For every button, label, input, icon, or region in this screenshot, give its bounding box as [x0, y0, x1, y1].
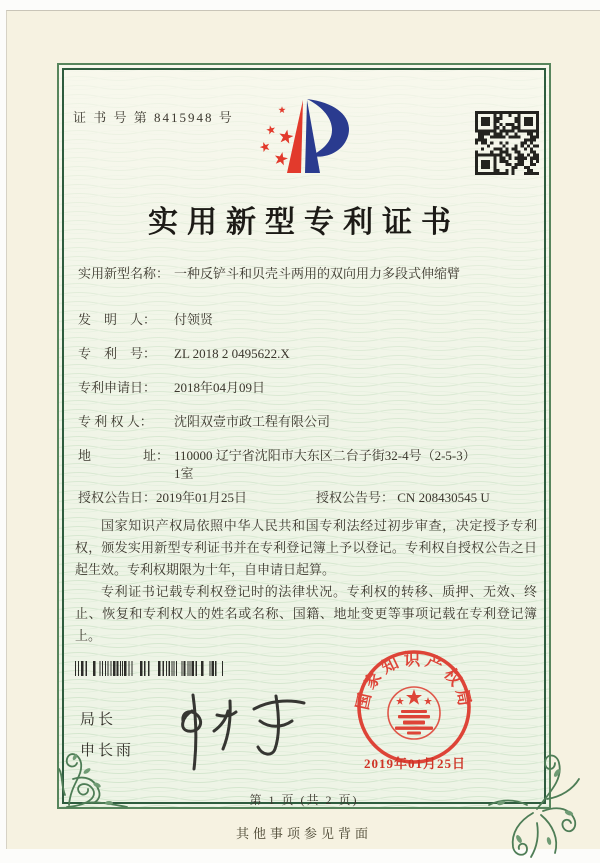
field-row-utility-model-name — [78, 265, 536, 283]
certificate-number: 证 书 号 第 8415948 号 — [73, 110, 234, 125]
field-row-address — [78, 447, 536, 483]
signer-block — [80, 705, 134, 767]
seal-text: 国家知识产权局 — [352, 649, 476, 712]
certificate-border-frame — [57, 63, 551, 809]
field-label: 地 址： — [78, 448, 170, 463]
field-label: 授权公告日： — [78, 490, 157, 505]
handwritten-signature-icon — [162, 685, 322, 777]
field-label: 实用新型名称： — [78, 266, 170, 281]
field-label: 专利申请日： — [78, 380, 157, 395]
qr-code — [475, 111, 539, 175]
field-value: 沈阳双壹市政工程有限公司 — [174, 414, 331, 429]
field-label: 专 利 号： — [78, 346, 157, 361]
signer-title: 局长 — [80, 712, 117, 728]
field-value: 一种反铲斗和贝壳斗两用的双向用力多段式伸缩臂 — [174, 266, 461, 281]
field-value: 2018年04月09日 — [174, 380, 266, 395]
field-label: 授权公告号： — [316, 490, 395, 505]
official-red-seal-icon — [351, 647, 477, 769]
barcode-svg — [75, 661, 228, 676]
certificate-title: 实用新型专利证书 — [148, 206, 460, 239]
field-value: 2019年01月25日 — [156, 490, 248, 505]
field-row-patent-number — [78, 345, 536, 363]
legal-paragraph-2: 专利证书记载专利权登记时的法律状况。专利权的转移、质押、无效、终止、恢复和专利权人的姓名或名称、国籍、地址变更等事项记载在专利登记簿上。 — [75, 584, 537, 643]
field-label: 专 利 权 人： — [78, 414, 153, 429]
field-row-grant — [78, 489, 536, 507]
field-row-patentee — [78, 413, 536, 431]
field-value: ZL 2018 2 0495622.X — [174, 346, 290, 361]
svg-text:国家知识产权局 — [353, 650, 476, 712]
field-label: 发 明 人： — [78, 312, 157, 327]
field-row-filing-date — [78, 379, 536, 397]
barcode — [75, 661, 228, 676]
signer-name: 申长雨 — [80, 743, 135, 759]
qr-code-svg — [475, 111, 539, 175]
field-row-inventor — [78, 311, 536, 329]
field-value: 付领贤 — [174, 312, 214, 327]
cnipa-logo-icon — [241, 89, 371, 191]
certificate-paper — [6, 10, 600, 849]
page-number: 第 1 页 (共 2 页) — [249, 793, 359, 807]
field-value: CN 208430545 U — [397, 490, 490, 505]
legal-paragraph-1: 国家知识产权局依照中华人民共和国专利法经过初步审查，决定授予专利权，颁发实用新型专利证书并在专利登记簿上予以登记。专利权自授权公告之日起生效。专利权期限为十年，自申请日起算。 — [75, 518, 537, 577]
seal-date: 2019年01月25日 — [363, 756, 466, 771]
field-value: 110000 辽宁省沈阳市大东区二台子街32-4号（2-5-3）1室 — [174, 448, 476, 481]
legal-paragraphs — [75, 515, 537, 647]
back-side-note: 其他事项参见背面 — [235, 826, 372, 841]
